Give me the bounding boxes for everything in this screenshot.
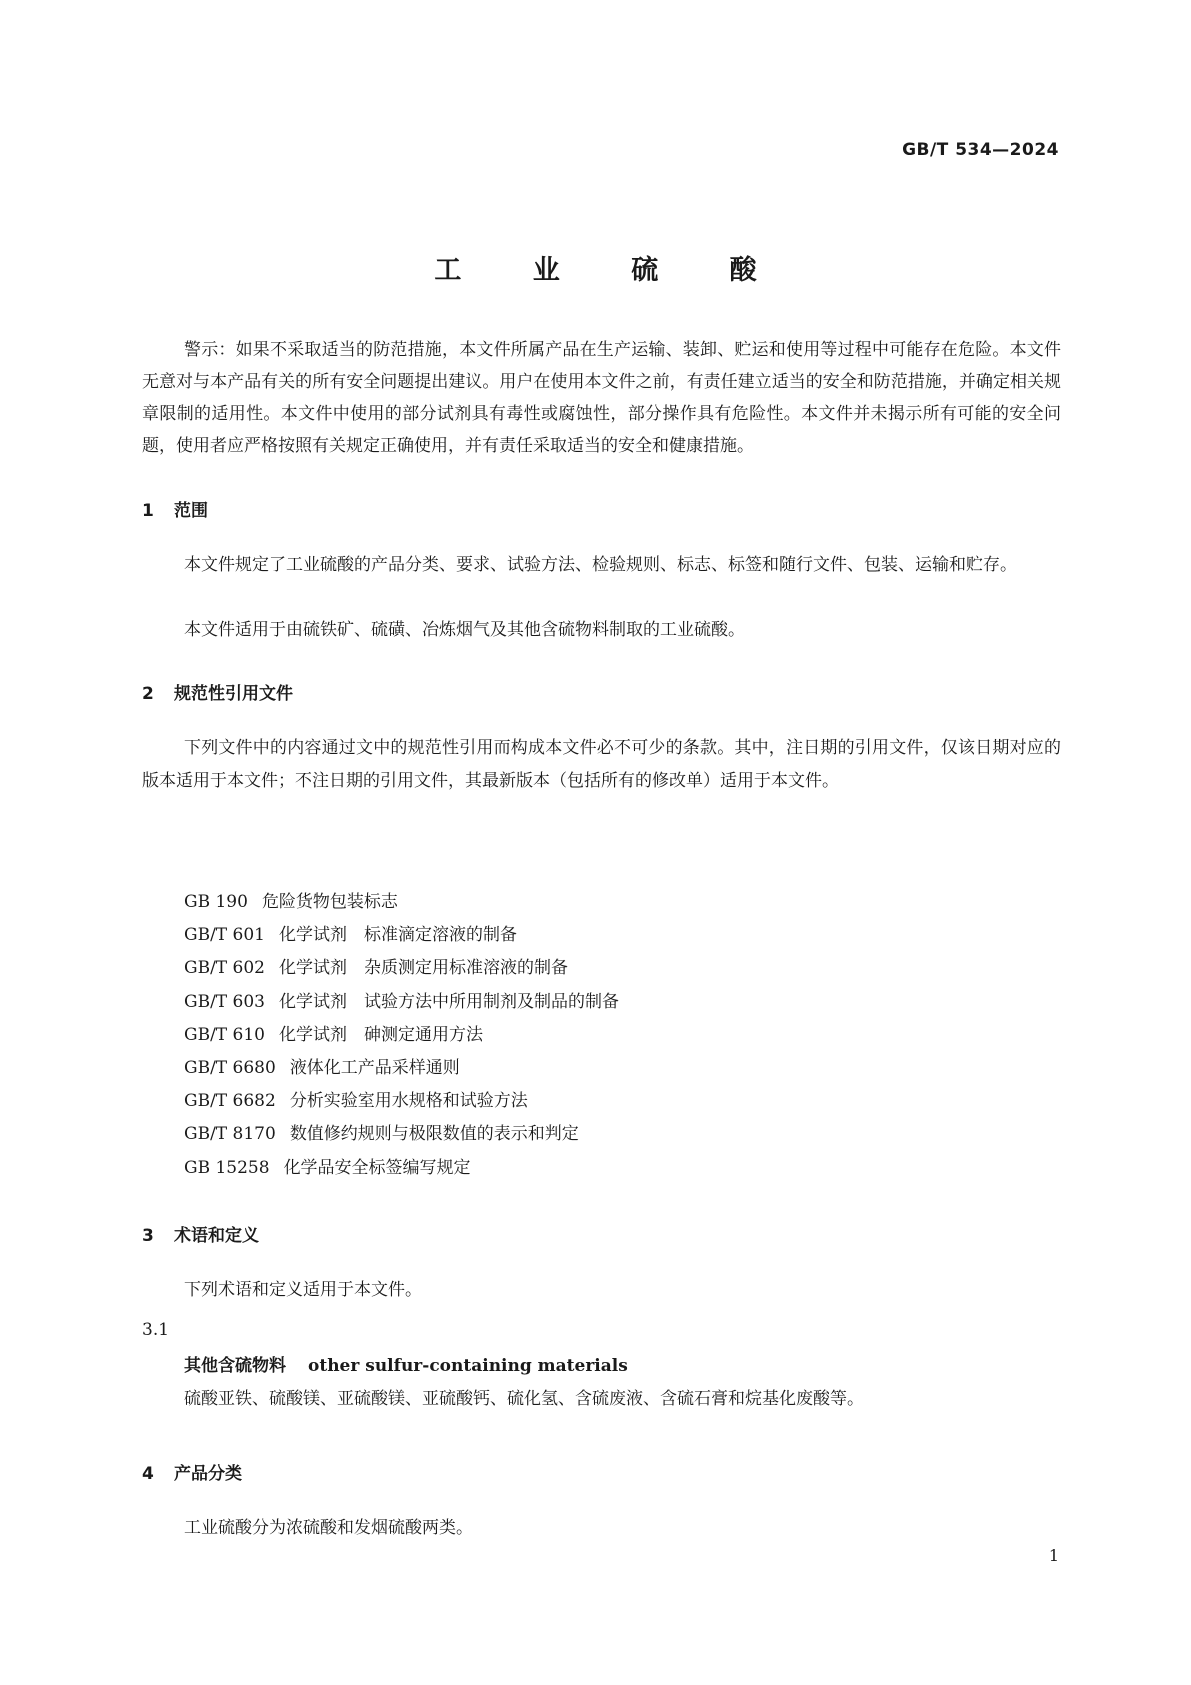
terms-paragraph: 下列术语和定义适用于本文件。 (184, 1280, 422, 1300)
reference-code: GB 15258 (184, 1157, 270, 1178)
reference-code: GB/T 603 (184, 991, 265, 1012)
reference-code: GB/T 6680 (184, 1057, 276, 1078)
section-number: 3 (142, 1226, 154, 1246)
reference-item (184, 952, 619, 985)
section-title: 范围 (174, 501, 208, 521)
reference-item (184, 886, 619, 919)
term-english: other sulfur-containing materials (308, 1356, 628, 1376)
reference-code: GB/T 8170 (184, 1124, 276, 1145)
reference-title: 化学试剂 杂质测定用标准溶液的制备 (279, 958, 568, 979)
document-title: 工 业 硫 酸 (434, 255, 788, 286)
reference-title: 液体化工产品采样通则 (289, 1057, 460, 1078)
term-entry (184, 1351, 628, 1376)
reference-code: GB/T 602 (184, 958, 265, 979)
section-4-heading (142, 1459, 242, 1484)
section-3-heading (142, 1221, 259, 1246)
scope-paragraph-1: 本文件规定了工业硫酸的产品分类、要求、试验方法、检验规则、标志、标签和随行文件、包装、运输和贮存。 (184, 555, 1017, 575)
section-number: 1 (142, 501, 154, 521)
term-chinese: 其他含硫物料 (184, 1356, 286, 1376)
document-code: GB/T 534—2024 (902, 140, 1059, 160)
subclause-number: 3.1 (142, 1320, 170, 1340)
reference-code: GB/T 610 (184, 1024, 265, 1045)
scope-paragraph-2: 本文件适用于由硫铁矿、硫磺、冶炼烟气及其他含硫物料制取的工业硫酸。 (184, 620, 745, 640)
section-title: 产品分类 (174, 1464, 242, 1484)
section-number: 2 (142, 684, 154, 704)
reference-title: 化学试剂 砷测定通用方法 (279, 1024, 483, 1045)
reference-item (184, 1052, 619, 1085)
warning-paragraph: 警示：如果不采取适当的防范措施，本文件所属产品在生产运输、装卸、贮运和使用等过程中可能存在危险。本文件无意对与本产品有关的所有安全问题提出建议。用户在使用本文件之前，有责任建立适当的安全和防范措施，并确定相关规章限制的适用性。本文件中使用的部分试剂具有毒性或腐蚀性，部分操作具有危险性。本文件并未揭示所有可能的安全问题，使用者应严格按照有关规定正确使用，并有责任采取适当的安全和健康措施。 (142, 340, 1061, 456)
page-number: 1 (1048, 1546, 1059, 1565)
reference-title: 化学品安全标签编写规定 (283, 1157, 471, 1178)
section-2-heading (142, 679, 293, 704)
reference-list (184, 886, 619, 1185)
reference-code: GB/T 601 (184, 925, 265, 946)
reference-code: GB 190 (184, 892, 248, 912)
reference-code: GB/T 6682 (184, 1091, 276, 1112)
reference-title: 数值修约规则与极限数值的表示和判定 (289, 1124, 579, 1145)
section-title: 术语和定义 (174, 1226, 259, 1246)
reference-item (184, 919, 619, 952)
reference-title: 分析实验室用水规格和试验方法 (289, 1091, 528, 1112)
reference-item (184, 1085, 619, 1118)
reference-item (184, 986, 619, 1019)
reference-item (184, 1019, 619, 1052)
reference-item (184, 1118, 619, 1151)
term-definition: 硫酸亚铁、硫酸镁、亚硫酸镁、亚硫酸钙、硫化氢、含硫废液、含硫石膏和烷基化废酸等。 (184, 1389, 864, 1409)
reference-item (184, 1152, 619, 1185)
classification-paragraph: 工业硫酸分为浓硫酸和发烟硫酸两类。 (184, 1518, 473, 1538)
reference-title: 化学试剂 标准滴定溶液的制备 (279, 925, 517, 946)
reference-title: 危险货物包装标志 (261, 892, 398, 912)
reference-title: 化学试剂 试验方法中所用制剂及制品的制备 (279, 991, 619, 1012)
section-1-heading (142, 496, 208, 521)
normative-references-paragraph: 下列文件中的内容通过文中的规范性引用而构成本文件必不可少的条款。其中，注日期的引用文件，仅该日期对应的版本适用于本文件；不注日期的引用文件，其最新版本（包括所有的修改单）适用于本文件。 (142, 738, 1061, 791)
section-title: 规范性引用文件 (174, 684, 293, 704)
section-number: 4 (142, 1464, 154, 1484)
